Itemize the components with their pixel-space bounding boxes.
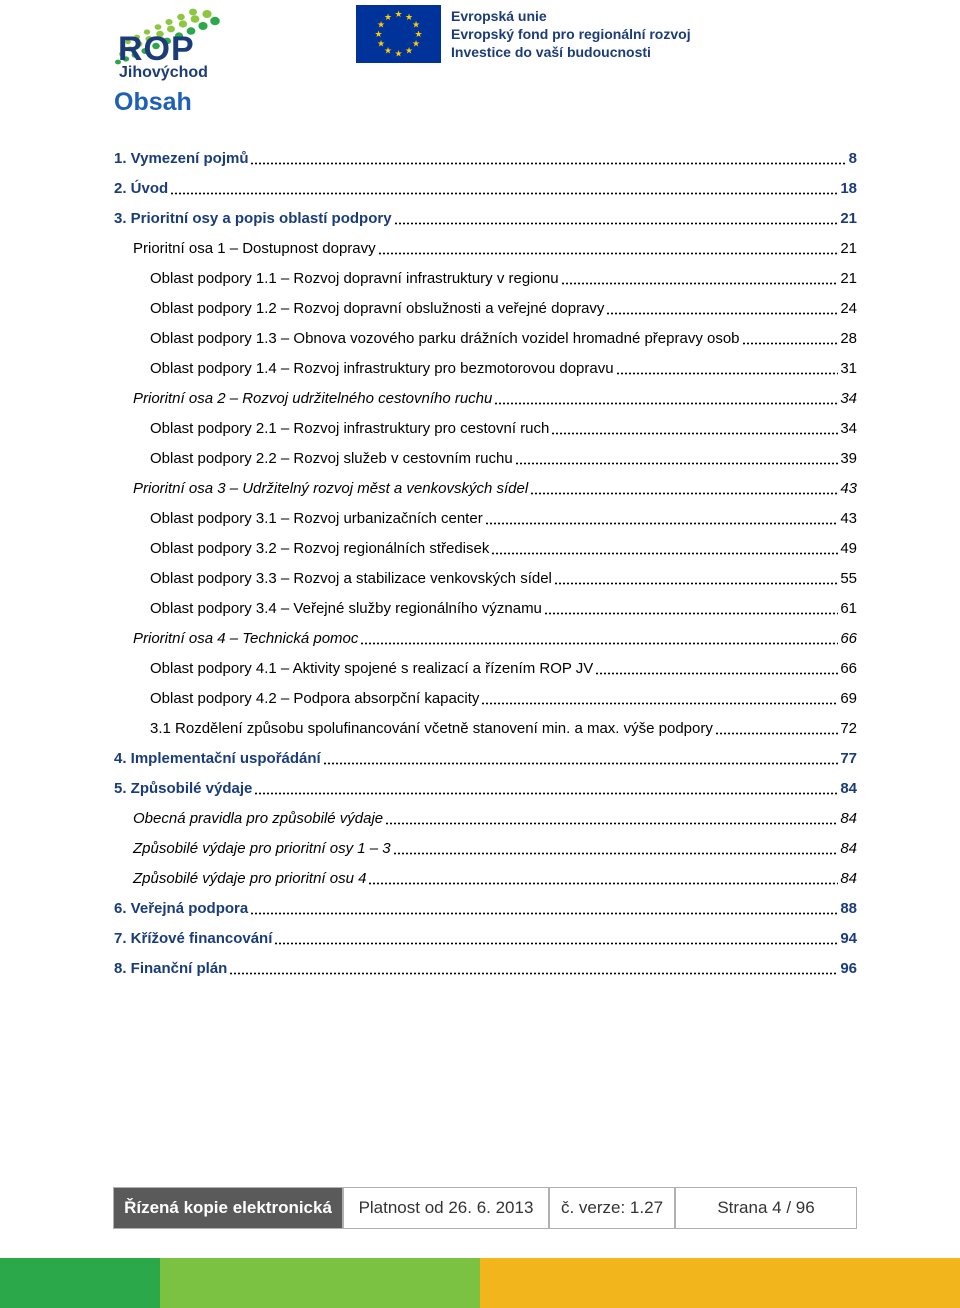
- toc-entry[interactable]: [114, 773, 857, 803]
- svg-text:★: ★: [404, 46, 414, 57]
- toc-entry[interactable]: [114, 803, 857, 833]
- svg-text:★: ★: [383, 13, 393, 23]
- toc-entry-title: Způsobilé výdaje pro prioritní osy 1 – 3: [133, 839, 391, 857]
- toc-entry-title: 6. Veřejná podpora: [114, 899, 249, 917]
- toc-entry[interactable]: [114, 923, 857, 953]
- toc-entry[interactable]: [114, 743, 857, 773]
- toc-leader-dots: [485, 511, 839, 525]
- toc-entry-title: Oblast podpory 4.1 – Aktivity spojené s realizací a řízením ROP JV: [150, 659, 594, 677]
- toc-leader-dots: [170, 181, 838, 195]
- toc-entry-title: Oblast podpory 2.1 – Rozvoj infrastruktury pro cestovní ruch: [150, 419, 550, 437]
- eu-text-block: [451, 7, 691, 61]
- toc-entry[interactable]: [114, 443, 857, 473]
- toc-entry-page: 84: [840, 869, 857, 887]
- eu-line: Evropská unie: [451, 8, 547, 24]
- toc-leader-dots: [494, 391, 838, 405]
- toc-entry-page: 84: [840, 839, 857, 857]
- toc-entry-title: 5. Způsobilé výdaje: [114, 779, 253, 797]
- toc-entry[interactable]: [114, 713, 857, 743]
- svg-text:★: ★: [411, 39, 421, 50]
- toc-leader-dots: [360, 631, 838, 645]
- toc-leader-dots: [491, 541, 838, 555]
- footer-bar-light-green: [160, 1258, 480, 1308]
- toc-leader-dots: [229, 961, 838, 975]
- toc-leader-dots: [378, 241, 839, 255]
- toc-entry-title: Oblast podpory 2.2 – Rozvoj služeb v cestovním ruchu: [150, 449, 513, 467]
- toc-leader-dots: [551, 421, 838, 435]
- toc-entry-page: 77: [840, 749, 857, 767]
- svg-text:★: ★: [394, 49, 403, 60]
- toc-entry-page: 34: [840, 389, 857, 407]
- toc-entry[interactable]: [114, 383, 857, 413]
- toc-entry-page: 18: [840, 179, 857, 197]
- page-title: Obsah: [114, 88, 192, 116]
- toc-entry-title: 4. Implementační uspořádání: [114, 749, 321, 767]
- table-of-contents: [114, 143, 857, 983]
- footer-copy-label: Řízená kopie elektronická: [113, 1187, 343, 1229]
- toc-entry-page: 88: [840, 899, 857, 917]
- toc-leader-dots: [595, 661, 838, 675]
- toc-entry[interactable]: [114, 683, 857, 713]
- toc-entry[interactable]: [114, 413, 857, 443]
- toc-entry[interactable]: [114, 173, 857, 203]
- footer-validity: Platnost od 26. 6. 2013: [343, 1187, 549, 1229]
- toc-entry-page: 96: [840, 959, 857, 977]
- toc-leader-dots: [393, 841, 839, 855]
- svg-text:★: ★: [394, 10, 403, 20]
- toc-entry-page: 31: [840, 359, 857, 377]
- toc-entry-title: 7. Křížové financování: [114, 929, 273, 947]
- toc-entry-title: Oblast podpory 3.1 – Rozvoj urbanizačních center: [150, 509, 483, 527]
- toc-entry-page: 61: [840, 599, 857, 617]
- toc-entry-title: Prioritní osa 3 – Udržitelný rozvoj měst a venkovských sídel: [133, 479, 529, 497]
- rop-logo-subtitle: Jihovýchod: [119, 64, 208, 81]
- toc-entry[interactable]: [114, 353, 857, 383]
- toc-entry-title: Prioritní osa 2 – Rozvoj udržitelného cestovního ruchu: [133, 389, 493, 407]
- toc-entry[interactable]: [114, 473, 857, 503]
- toc-entry[interactable]: [114, 593, 857, 623]
- toc-entry-page: 43: [840, 479, 857, 497]
- toc-entry[interactable]: [114, 143, 857, 173]
- toc-entry[interactable]: [114, 263, 857, 293]
- toc-entry-title: Prioritní osa 1 – Dostupnost dopravy: [133, 239, 376, 257]
- toc-leader-dots: [561, 271, 839, 285]
- svg-text:★: ★: [411, 20, 421, 31]
- toc-entry-title: 3. Prioritní osy a popis oblastí podpory: [114, 209, 392, 227]
- toc-entry[interactable]: [114, 623, 857, 653]
- svg-text:★: ★: [374, 30, 383, 40]
- toc-entry-page: 69: [840, 689, 857, 707]
- toc-entry-title: 8. Finanční plán: [114, 959, 228, 977]
- toc-entry[interactable]: [114, 293, 857, 323]
- toc-leader-dots: [394, 211, 839, 225]
- toc-leader-dots: [515, 451, 839, 465]
- toc-leader-dots: [616, 361, 839, 375]
- footer-page-number: Strana 4 / 96: [675, 1187, 857, 1229]
- toc-entry-page: 84: [840, 779, 857, 797]
- toc-entry[interactable]: [114, 203, 857, 233]
- toc-entry-page: 21: [840, 209, 857, 227]
- toc-entry-page: 34: [840, 419, 857, 437]
- toc-entry[interactable]: [114, 953, 857, 983]
- toc-leader-dots: [250, 901, 838, 915]
- toc-leader-dots: [742, 331, 839, 345]
- toc-leader-dots: [606, 301, 838, 315]
- toc-entry-title: Prioritní osa 4 – Technická pomoc: [133, 629, 359, 647]
- toc-entry-title: Oblast podpory 3.2 – Rozvoj regionálních středisek: [150, 539, 490, 557]
- toc-entry-title: Oblast podpory 3.3 – Rozvoj a stabilizace venkovských sídel: [150, 569, 552, 587]
- toc-leader-dots: [368, 871, 838, 885]
- toc-leader-dots: [544, 601, 838, 615]
- rop-logo-text: ROP: [118, 30, 195, 68]
- toc-entry-title: Obecná pravidla pro způsobilé výdaje: [133, 809, 384, 827]
- toc-entry-page: 66: [840, 629, 857, 647]
- toc-entry[interactable]: [114, 863, 857, 893]
- toc-entry-page: 21: [840, 269, 857, 287]
- footer-bar-yellow: [480, 1258, 960, 1308]
- toc-leader-dots: [250, 151, 846, 165]
- footer-bar-dark-green: [0, 1258, 160, 1308]
- toc-entry-page: 39: [840, 449, 857, 467]
- toc-entry-page: 24: [840, 299, 857, 317]
- toc-entry-title: Způsobilé výdaje pro prioritní osu 4: [133, 869, 367, 887]
- toc-entry-page: 94: [840, 929, 857, 947]
- toc-entry-title: Oblast podpory 1.1 – Rozvoj dopravní infrastruktury v regionu: [150, 269, 559, 287]
- toc-leader-dots: [715, 721, 838, 735]
- toc-leader-dots: [274, 931, 838, 945]
- toc-entry[interactable]: [114, 533, 857, 563]
- toc-entry-page: 21: [840, 239, 857, 257]
- toc-entry-page: 43: [840, 509, 857, 527]
- toc-entry-page: 72: [840, 719, 857, 737]
- toc-entry-title: Oblast podpory 3.4 – Veřejné služby regionálního významu: [150, 599, 542, 617]
- eu-line: Investice do vaší budoucnosti: [451, 44, 651, 60]
- footer-version: č. verze: 1.27: [549, 1187, 675, 1229]
- toc-entry[interactable]: [114, 323, 857, 353]
- toc-entry-title: 1. Vymezení pojmů: [114, 149, 249, 167]
- toc-entry-title: Oblast podpory 1.2 – Rozvoj dopravní obslužnosti a veřejné dopravy: [150, 299, 605, 317]
- toc-entry-title: 2. Úvod: [114, 179, 169, 197]
- svg-text:★: ★: [414, 30, 423, 40]
- eu-line: Evropský fond pro regionální rozvoj: [451, 26, 691, 42]
- toc-leader-dots: [385, 811, 838, 825]
- toc-entry-title: Oblast podpory 4.2 – Podpora absorpční kapacity: [150, 689, 480, 707]
- svg-text:★: ★: [404, 13, 414, 23]
- svg-text:★: ★: [376, 39, 386, 50]
- toc-entry-title: Oblast podpory 1.3 – Obnova vozového parku drážních vozidel hromadné přepravy osob: [150, 329, 740, 347]
- toc-entry-page: 66: [840, 659, 857, 677]
- toc-entry[interactable]: [114, 563, 857, 593]
- toc-entry[interactable]: [114, 653, 857, 683]
- toc-entry[interactable]: [114, 503, 857, 533]
- toc-entry-page: 55: [840, 569, 857, 587]
- toc-entry-page: 49: [840, 539, 857, 557]
- toc-entry-title: Oblast podpory 1.4 – Rozvoj infrastruktury pro bezmotorovou dopravu: [150, 359, 614, 377]
- toc-entry[interactable]: [114, 233, 857, 263]
- toc-entry-page: 28: [840, 329, 857, 347]
- toc-entry-page: 8: [848, 149, 857, 167]
- svg-text:★: ★: [376, 20, 386, 31]
- toc-entry-title: 3.1 Rozdělení způsobu spolufinancování včetně stanovení min. a max. výše podpory: [150, 719, 713, 737]
- toc-leader-dots: [481, 691, 838, 705]
- toc-leader-dots: [323, 751, 839, 765]
- toc-entry-page: 84: [840, 809, 857, 827]
- svg-text:★: ★: [383, 46, 393, 57]
- toc-leader-dots: [254, 781, 838, 795]
- toc-leader-dots: [530, 481, 838, 495]
- toc-leader-dots: [554, 571, 838, 585]
- eu-flag-icon: [356, 5, 441, 63]
- toc-entry[interactable]: [114, 893, 857, 923]
- toc-entry[interactable]: [114, 833, 857, 863]
